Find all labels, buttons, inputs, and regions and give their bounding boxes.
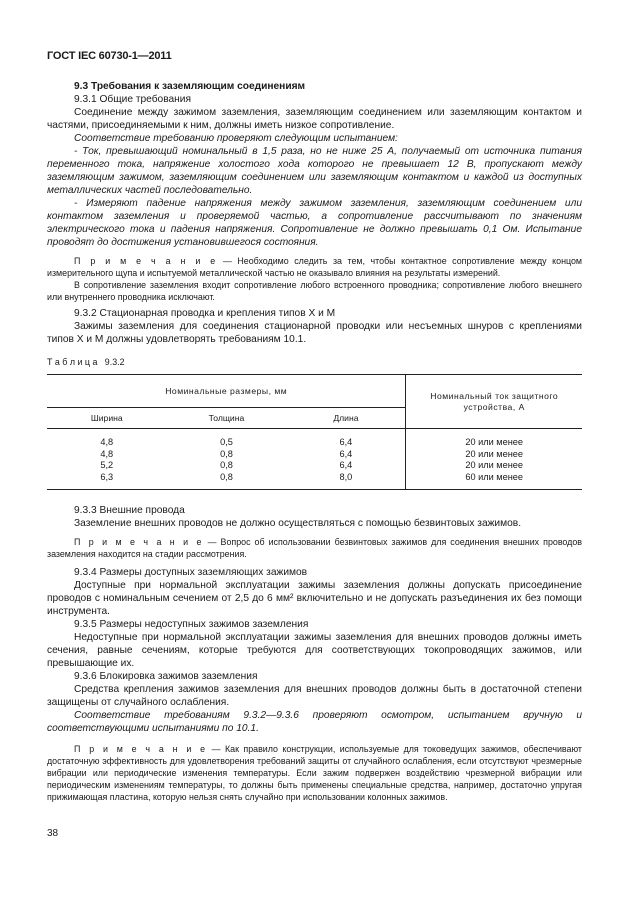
table-cell-thickness: 0,5 0,8 0,8 0,8 — [167, 429, 287, 490]
page-body — [47, 80, 582, 803]
table-caption: Т а б л и ц а 9.3.2 — [47, 357, 125, 367]
standard-header: ГОСТ IEC 60730-1—2011 — [47, 50, 172, 62]
table-header-width: Ширина — [47, 408, 167, 429]
paragraph: Соединение между зажимом заземления, заземляющим соединением или заземляющим контактом и частями, присоединяемыми к ним, должны иметь низкое сопротивление. — [47, 107, 582, 131]
note-label: П р и м е ч а н и е — [74, 256, 218, 266]
note-label: П р и м е ч а н и е — [74, 537, 204, 547]
table-header-length: Длина — [286, 408, 406, 429]
note — [47, 743, 582, 803]
note-label: П р и м е ч а н и е — [74, 744, 208, 754]
table-cell-length: 6,4 6,4 6,4 8,0 — [286, 429, 406, 490]
test-step-2: - Измеряют падение напряжения между зажимом заземления, заземляющим соединением или контактом заземления и проверяемой частью, а сопротивление рассчитывают по значениям электрического тока и падения напряжения. Сопротивление не должно превышать 0,1 Ом. Испытание проводят до достижения установившегося состояния. — [47, 198, 582, 248]
subsection-9-3-5-heading: 9.3.5 Размеры недоступных зажимов заземления — [74, 619, 309, 630]
paragraph: Доступные при нормальной эксплуатации зажимы заземления должны допускать присоединение проводов с номинальным сечением от 2,5 до 6 мм² включительно и не допускать разъединения их без помощи инструмента. — [47, 580, 582, 617]
subsection-9-3-2-heading: 9.3.2 Стационарная проводка и крепления типов X и M — [74, 308, 336, 319]
page-number: 38 — [47, 828, 59, 839]
note-continuation: В сопротивление заземления входит сопротивление любого встроенного проводника; сопротивление любого внешнего или внутреннего проводника исключают. — [47, 280, 582, 302]
test-step-1: - Ток, превышающий номинальный в 1,5 раза, но не ниже 25 А, получаемый от источника питания переменного тока, напряжение холостого хода которого не превышает 12 В, пропускают между заземляющим зажимом, заземляющим соединением или заземляющим контактом и каждой из доступных металлических частей последовательно. — [47, 146, 582, 196]
paragraph: Средства крепления зажимов заземления для внешних проводов должны быть в достаточной степени защищены от случайного ослабления. — [47, 684, 582, 708]
subsection-9-3-1-heading: 9.3.1 Общие требования — [74, 94, 191, 105]
section-9-3-heading: 9.3 Требования к заземляющим соединениям — [74, 81, 306, 92]
note-text: — Необходимо следить за тем, чтобы контактное сопротивление между концом измерительного щупа и испытуемой металлической частью не оказывало влияния на результаты измерений. — [47, 256, 583, 278]
table-9-3-2 — [47, 374, 582, 490]
subsection-9-3-3-heading: 9.3.3 Внешние провода — [74, 505, 185, 516]
paragraph: Заземление внешних проводов не должно осуществляться с помощью безвинтовых зажимов. — [74, 518, 522, 529]
subsection-9-3-6-heading: 9.3.6 Блокировка зажимов заземления — [74, 671, 258, 682]
compliance-paragraph: Соответствие требованию проверяют следующим испытанием: — [74, 133, 398, 144]
note — [47, 536, 582, 560]
compliance-paragraph: Соответствие требованиям 9.3.2—9.3.6 проверяют осмотром, испытанием вручную и соответствующими испытаниями по 10.1. — [47, 710, 582, 734]
table-cell-current: 20 или менее 20 или менее 20 или менее 60 или менее — [406, 429, 582, 490]
note-text: — Как правило конструкции, используемые для токоведущих зажимов, обеспечивают достаточную эффективность для удовлетворения требований защиты от случайного ослабления, если отсутствуют чрезмерные вибрации или периодические изменения температуры. Если зажим подвержен воздействию чрезмерной вибрации или периодическим изменениям температуры, то должны быть применены специальные средства, например, достаточно упругая прижимающая пластина, которую нельзя снять случайно при использовании колонных зажимов. — [47, 744, 582, 802]
paragraph: Зажимы заземления для соединения стационарной проводки или несъемных шнуров с креплениями типов X и M должны удовлетворять требованиям 10.1. — [47, 321, 582, 345]
paragraph: Недоступные при нормальной эксплуатации зажимы заземления для внешних проводов должны иметь сечения, равные сечениям, которые требуются для соответствующих токопроводящих зажимов, или превышающие их. — [47, 632, 582, 669]
table-group-header: Номинальные размеры, мм — [47, 375, 406, 408]
table-header-current: Номинальный ток защитного устройства, А — [406, 375, 582, 429]
note-text: — Вопрос об использовании безвинтовых зажимов для соединения внешних проводов заземления находится на стадии рассмотрения. — [47, 537, 582, 559]
note — [47, 255, 582, 279]
table-header-thickness: Толщина — [167, 408, 287, 429]
subsection-9-3-4-heading: 9.3.4 Размеры доступных заземляющих зажимов — [74, 567, 308, 578]
table-cell-width: 4,8 4,8 5,2 6,3 — [47, 429, 167, 490]
